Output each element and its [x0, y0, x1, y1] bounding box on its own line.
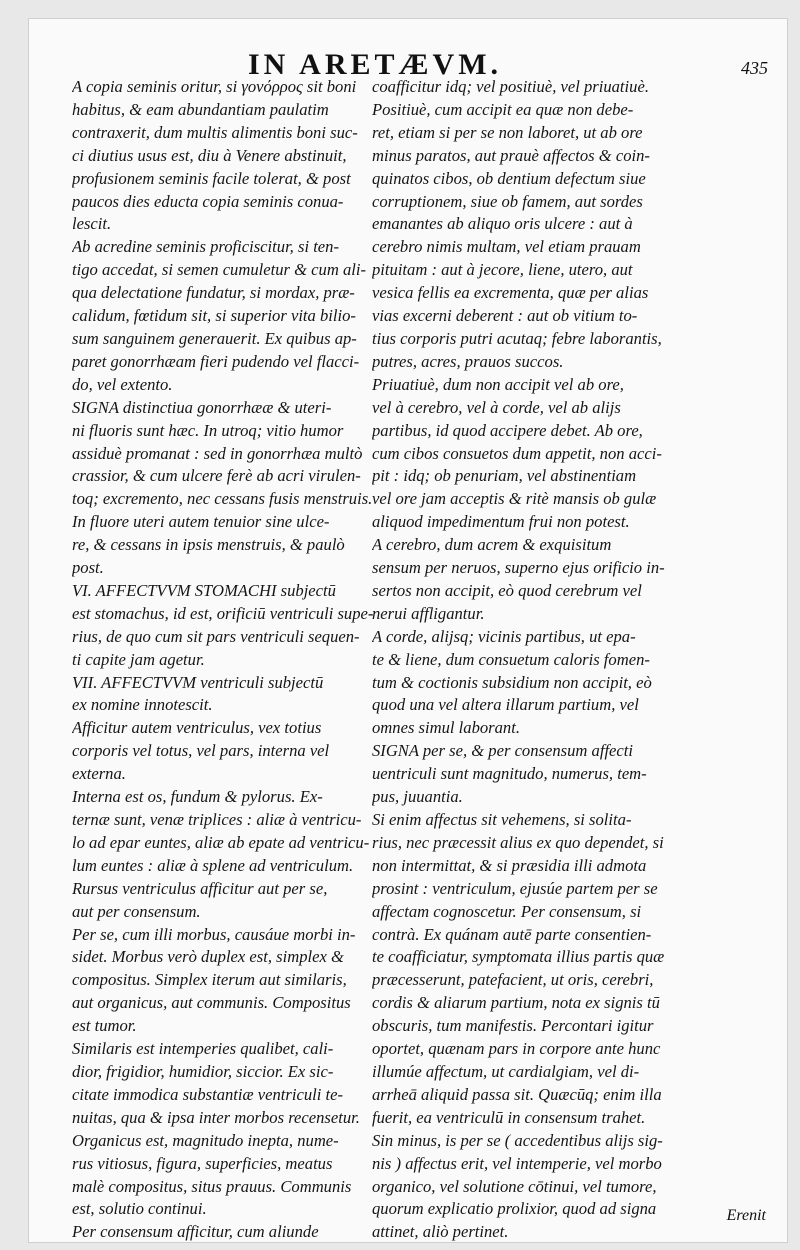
- text-line: quorum explicatio prolixior, quod ad signa: [372, 1199, 657, 1219]
- text-line: tius corporis putri acutaq; febre laborantis,: [372, 328, 662, 348]
- text-line: illumúe affectum, ut cardialgiam, vel di-: [372, 1061, 640, 1081]
- text-line: est, solutio continui.: [72, 1199, 207, 1219]
- text-line: habitus, & eam abundantiam paulatim: [72, 99, 329, 119]
- left-text-column: [72, 76, 382, 1244]
- text-line: Priuatiuè, dum non accipit vel ab ore,: [372, 374, 624, 394]
- text-line: rius, nec præcessit alius ex quo dependet, si: [372, 832, 664, 852]
- text-line: fuerit, ea ventriculū in consensum trahet.: [372, 1107, 646, 1127]
- text-line: affectam cognoscetur. Per consensum, si: [372, 901, 642, 921]
- text-line: Per se, cum illi morbus, causáue morbi in-: [72, 924, 356, 944]
- text-line: lo ad epar euntes, aliæ ab epate ad ventricu-: [72, 832, 370, 852]
- text-line: tum & coctionis subsidium non accipit, eò: [372, 672, 652, 692]
- text-line: dior, frigidior, humidior, siccior. Ex sic-: [72, 1061, 334, 1081]
- text-line: citate immodica substantiæ ventriculi te-: [72, 1084, 343, 1104]
- text-line: quod una vel altera illarum partium, vel: [372, 695, 639, 715]
- catchword: Erenit: [726, 1207, 766, 1224]
- text-line: putres, acres, prauos succos.: [372, 351, 564, 371]
- text-line: nerui affligantur.: [372, 603, 485, 623]
- text-line: ci diutius usus est, diu à Venere abstinuit,: [72, 145, 347, 165]
- text-line: pus, juuantia.: [372, 787, 463, 807]
- text-line: Similaris est intemperies qualibet, cali-: [72, 1039, 334, 1059]
- text-line: malè compositus, situs prauus. Communis: [72, 1176, 352, 1196]
- text-line: Per consensum afficitur, cum aliunde: [72, 1222, 319, 1242]
- text-line: minus paratos, aut prauè affectos & coin-: [372, 145, 650, 165]
- text-line: aliquod impedimentum frui non potest.: [372, 512, 630, 532]
- text-line: rus vitiosus, figura, superficies, meatus: [72, 1153, 333, 1173]
- text-line: Ab acredine seminis proficiscitur, si ten-: [72, 237, 339, 257]
- text-line: assiduè promanat : sed in gonorrhæa multò: [72, 443, 363, 463]
- text-line: corruptionem, siue ob famem, aut sordes: [372, 191, 643, 211]
- text-line: præcesserunt, patefacient, ut oris, cerebri,: [372, 970, 654, 990]
- text-line: ret, etiam si per se non laboret, ut ab ore: [372, 122, 643, 142]
- text-line: externa.: [72, 764, 126, 784]
- text-line: Afficitur autem ventriculus, vex totius: [72, 718, 322, 738]
- text-line: vias excerni deberent : aut ob vitium to-: [372, 306, 638, 326]
- text-line: cum cibos consuetos dum appetit, non acci-: [372, 443, 662, 463]
- text-line: vel ore jam acceptis & ritè mansis ob gulæ: [372, 489, 657, 509]
- text-line: A copia seminis oritur, si γονόρρος sit boni: [72, 77, 357, 96]
- text-line: A cerebro, dum acrem & exquisitum: [372, 535, 612, 555]
- text-line: prosint : ventriculum, ejusúe partem per se: [372, 878, 658, 898]
- page-number: 435: [741, 58, 768, 78]
- text-line: aut per consensum.: [72, 901, 201, 921]
- text-line: Rursus ventriculus afficitur aut per se,: [72, 878, 328, 898]
- text-line: organico, vel solutione cōtinui, vel tumore,: [372, 1176, 657, 1196]
- text-line: aut organicus, aut communis. Compositus: [72, 993, 351, 1013]
- text-line: obscuris, tum manifestis. Percontari igitur: [372, 1016, 654, 1036]
- right-text-column: [372, 76, 708, 1244]
- text-line: vel à cerebro, vel à corde, vel ab alijs: [372, 397, 621, 417]
- text-line: attinet, aliò pertinet.: [372, 1222, 509, 1242]
- text-line: ex nomine innotescit.: [72, 695, 213, 715]
- text-line: nis ) affectus erit, vel intemperie, vel morbo: [372, 1153, 662, 1173]
- text-line: sidet. Morbus verò duplex est, simplex &: [72, 947, 344, 967]
- text-line: quinatos cibos, ob dentium defectum siue: [372, 168, 646, 188]
- text-line: omnes simul laborant.: [372, 718, 520, 738]
- text-line: A corde, alijsq; vicinis partibus, ut epa-: [372, 626, 636, 646]
- text-line: pit : idq; ob penuriam, vel abstinentiam: [372, 466, 637, 486]
- text-line: te & liene, dum consuetum caloris fomen-: [372, 649, 650, 669]
- text-line: corporis vel totus, vel pars, interna vel: [72, 741, 330, 761]
- text-line: SIGNA distinctiua gonorrhææ & uteri-: [72, 397, 332, 417]
- text-line: te coafficiatur, symptomata illius partis quæ: [372, 947, 665, 967]
- text-line: partibus, id quod accipere debet. Ab ore,: [372, 420, 643, 440]
- text-line: Interna est os, fundum & pylorus. Ex-: [72, 787, 323, 807]
- text-line: coafficitur idq; vel positiuè, vel priuatiuè.: [372, 77, 649, 96]
- text-line: paret gonorrhæam fieri pudendo vel flacci-: [72, 351, 360, 371]
- text-line: cerebro nimis multam, vel etiam prauam: [372, 237, 641, 257]
- text-line: est tumor.: [72, 1016, 137, 1036]
- text-line: re, & cessans in ipsis menstruis, & paulò: [72, 535, 345, 555]
- text-line: Si enim affectus sit vehemens, si solita-: [372, 810, 632, 829]
- text-line: In fluore uteri autem tenuior sine ulce-: [72, 512, 330, 532]
- text-line: Organicus est, magnitudo inepta, nume-: [72, 1130, 339, 1150]
- text-line: arrheā aliquid passa sit. Quæcūq; enim illa: [372, 1084, 662, 1104]
- text-line: lum euntes : aliæ à splene ad ventriculum.: [72, 855, 354, 875]
- text-line: ni fluoris sunt hæc. In utroq; vitio humor: [72, 420, 344, 440]
- text-line: ti capite jam agetur.: [72, 649, 205, 669]
- text-line: post.: [72, 558, 104, 578]
- text-line: uentriculi sunt magnitudo, numerus, tem-: [372, 764, 647, 784]
- text-line: sensum per neruos, superno ejus orificio in-: [372, 558, 665, 578]
- book-page: [28, 18, 788, 1243]
- text-line: profusionem seminis facile tolerat, & post: [72, 168, 351, 188]
- text-line: SIGNA per se, & per consensum affecti: [372, 741, 634, 761]
- text-line: calidum, fœtidum sit, si superior vita bilio-: [72, 306, 356, 326]
- text-line: crassior, & cum ulcere ferè ab acri virulen-: [72, 466, 361, 486]
- text-line: sum sanguinem generauerit. Ex quibus ap-: [72, 328, 357, 348]
- text-line: contraxerit, dum multis alimentis boni suc-: [72, 122, 358, 142]
- text-line: Positiuè, cum accipit ea quæ non debe-: [372, 99, 634, 119]
- text-line: do, vel extento.: [72, 374, 173, 394]
- text-line: toq; excremento, nec cessans fusis menstruis.: [72, 489, 373, 509]
- text-line: contrà. Ex quánam autē parte consentien-: [372, 924, 652, 944]
- text-line: ternæ sunt, venæ triplices : aliæ à ventricu-: [72, 810, 362, 829]
- text-line: lescit.: [72, 214, 112, 234]
- text-line: tigo accedat, si semen cumuletur & cum ali-: [72, 260, 367, 280]
- text-line: qua delectatione fundatur, si mordax, præ-: [72, 283, 355, 303]
- text-line: VI. AFFECTVVM STOMACHI subjectū: [72, 580, 336, 600]
- text-line: Sin minus, is per se ( accedentibus alijs sig-: [372, 1130, 663, 1150]
- text-line: est stomachus, id est, orificiū ventriculi supe-: [72, 603, 374, 623]
- text-line: oportet, quænam pars in corpore ante hunc: [372, 1039, 661, 1059]
- text-line: paucos dies educta copia seminis conua-: [72, 191, 344, 211]
- text-line: cordis & aliarum partium, nota ex signis tū: [372, 993, 660, 1013]
- running-head: IN ARETÆVM.: [248, 48, 503, 81]
- text-line: pituitam : aut à jecore, liene, utero, aut: [372, 260, 633, 280]
- text-line: emanantes ab aliquo oris ulcere : aut à: [372, 214, 633, 234]
- text-line: vesica fellis ea excrementa, quæ per alias: [372, 283, 649, 303]
- text-line: VII. AFFECTVVM ventriculi subjectū: [72, 672, 324, 692]
- text-line: compositus. Simplex iterum aut similaris,: [72, 970, 347, 990]
- text-line: sertos non accipit, eò quod cerebrum vel: [372, 580, 642, 600]
- text-line: non intermittat, & si præsidia illi admota: [372, 855, 647, 875]
- text-line: nuitas, qua & ipsa inter morbos recensetur.: [72, 1107, 360, 1127]
- text-line: rius, de quo cum sit pars ventriculi sequen-: [72, 626, 360, 646]
- page-header: [28, 40, 788, 80]
